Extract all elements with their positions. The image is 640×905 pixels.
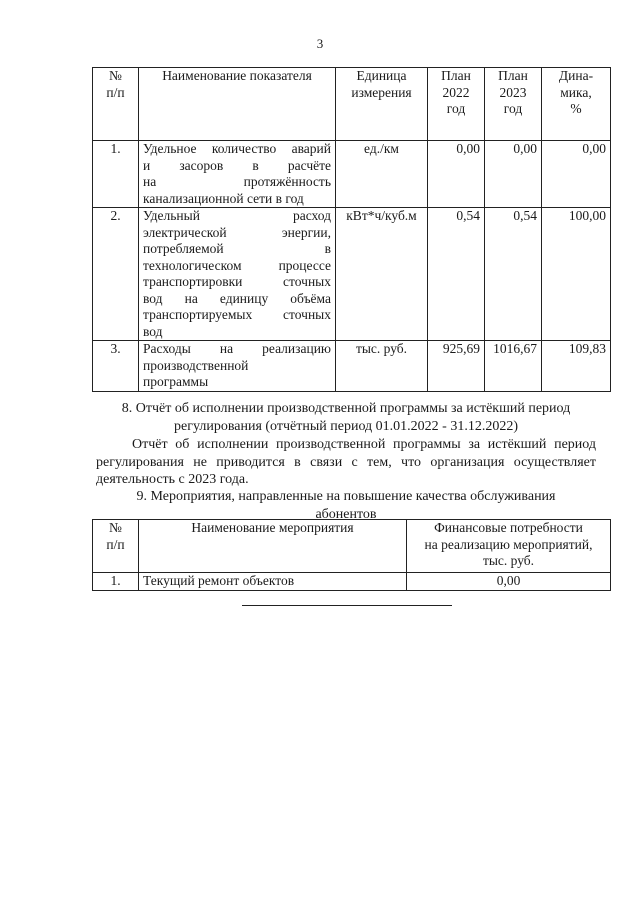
- row-plan-2022: 0,00: [428, 141, 485, 208]
- closing-rule: [242, 605, 452, 606]
- row-name: Удельное количество аварий и засоров в расчёте на протяжённость канализационной сети в год: [139, 141, 336, 208]
- row-num: 1.: [93, 573, 139, 591]
- row-name: Удельный расход электрической энергии, потребляемой в технологическом процессе транспортировки сточных вод на единицу объёма транспортируемых сточных вод: [139, 208, 336, 341]
- table-header-row: [93, 520, 611, 573]
- row-dynamics: 0,00: [542, 141, 611, 208]
- section-8-heading: 8. Отчёт об исполнении производственной программы за истёкший период регулирования (отчётный период 01.01.2022 - 31.12.2022): [121, 401, 571, 434]
- header-num: № п/п: [93, 520, 139, 573]
- header-name: Наименование показателя: [139, 68, 336, 141]
- page-number: 3: [316, 36, 324, 51]
- row-unit: кВт*ч/куб.м: [336, 208, 428, 341]
- table-row: [93, 573, 611, 591]
- row-plan-2023: 0,54: [485, 208, 542, 341]
- section-9-heading: 9. Мероприятия, направленные на повышение качества обслуживания абонентов: [136, 489, 556, 522]
- table-row: [93, 208, 611, 341]
- row-name: Расходы на реализацию производственной программы: [139, 341, 336, 392]
- section-8-paragraph: Отчёт об исполнении производственной программы за истёкший период регулирования не приводится в связи с тем, что организация осуществляет деятельность с 2023 года.: [96, 437, 596, 487]
- row-plan-2023: 0,00: [485, 141, 542, 208]
- header-measure-name: Наименование мероприятия: [139, 520, 407, 573]
- row-dynamics: 100,00: [542, 208, 611, 341]
- table-header-row: [93, 68, 611, 141]
- header-plan-2022: План 2022 год: [428, 68, 485, 141]
- measures-table: [92, 519, 611, 591]
- row-unit: тыс. руб.: [336, 341, 428, 392]
- row-unit: ед./км: [336, 141, 428, 208]
- table-row: [93, 341, 611, 392]
- row-dynamics: 109,83: [542, 341, 611, 392]
- header-num: № п/п: [93, 68, 139, 141]
- row-finance: 0,00: [407, 573, 611, 591]
- indicators-table: [92, 67, 611, 392]
- table-row: [93, 141, 611, 208]
- header-plan-2023: План 2023 год: [485, 68, 542, 141]
- header-finance: Финансовые потребности на реализацию мероприятий, тыс. руб.: [407, 520, 611, 573]
- row-plan-2022: 0,54: [428, 208, 485, 341]
- row-plan-2023: 1016,67: [485, 341, 542, 392]
- row-plan-2022: 925,69: [428, 341, 485, 392]
- row-num: 3.: [93, 341, 139, 392]
- row-measure-name: Текущий ремонт объектов: [139, 573, 407, 591]
- header-unit: Единица измерения: [336, 68, 428, 141]
- header-dynamics: Дина- мика, %: [542, 68, 611, 141]
- row-num: 1.: [93, 141, 139, 208]
- row-num: 2.: [93, 208, 139, 341]
